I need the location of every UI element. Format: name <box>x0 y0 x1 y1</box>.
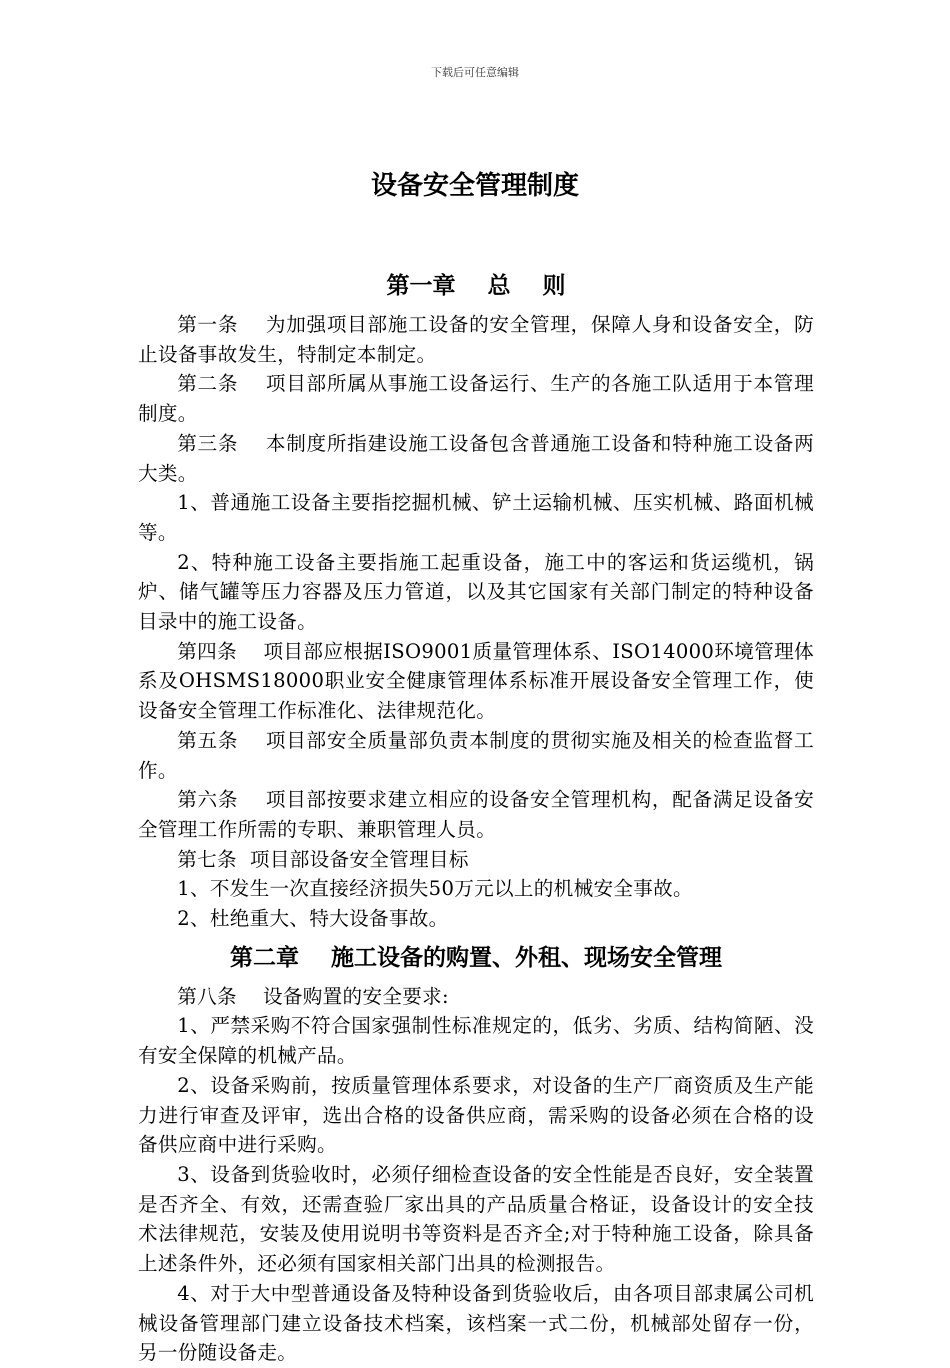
article-1: 第一条 为加强项目部施工设备的安全管理，保障人身和设备安全，防止设备事故发生，特制定本制定。 <box>138 313 814 366</box>
article-8-item-4: 4、对于大中型普通设备及特种设备到货验收后，由各项目部隶属公司机械设备管理部门建立设备技术档案，该档案一式二份，机械部处留存一份，另一份随设备走。 <box>138 1281 814 1365</box>
article-7-item-2: 2、杜绝重大、特大设备事故。 <box>177 907 449 931</box>
article-4: 第四条 项目部应根据ISO9001质量管理体系、ISO14000环境管理体系及OHSMS18000职业安全健康管理体系标准开展设备安全管理工作，使设备安全管理工作标准化、法律规范化。 <box>138 639 814 723</box>
article-8: 第八条 设备购置的安全要求: <box>177 984 449 1008</box>
article-3-item-1: 1、普通施工设备主要指挖掘机械、铲土运输机械、压实机械、路面机械等。 <box>138 491 814 544</box>
chapter-1-heading: 第一章 总 则 <box>386 272 566 299</box>
article-7-item-1: 1、不发生一次直接经济损失50万元以上的机械安全事故。 <box>177 877 693 901</box>
chapter-2-heading: 第二章 施工设备的购置、外租、现场安全管理 <box>229 943 723 971</box>
article-5: 第五条 项目部安全质量部负责本制度的贯彻实施及相关的检查监督工作。 <box>138 728 814 782</box>
article-6: 第六条 项目部按要求建立相应的设备安全管理机构，配备满足设备安全管理工作所需的专职、兼职管理人员。 <box>138 788 814 841</box>
article-3: 第三条 本制度所指建设施工设备包含普通施工设备和特种施工设备两大类。 <box>138 431 814 485</box>
document-title: 设备安全管理制度 <box>370 171 579 201</box>
article-2: 第二条 项目部所属从事施工设备运行、生产的各施工队适用于本管理制度。 <box>138 372 814 426</box>
article-3-item-2: 2、特种施工设备主要指施工起重设备，施工中的客运和货运缆机，锅炉、储气罐等压力容器及压力管道，以及其它国家有关部门制定的特种设备目录中的施工设备。 <box>138 550 814 634</box>
article-8-item-2: 2、设备采购前，按质量管理体系要求，对设备的生产厂商资质及生产能力进行审查及评审，选出合格的设备供应商，需采购的设备必须在合格的设备供应商中进行采购。 <box>138 1073 814 1157</box>
article-8-item-1: 1、严禁采购不符合国家强制性标准规定的，低劣、劣质、结构简陋、没有安全保障的机械产品。 <box>138 1014 814 1068</box>
article-8-item-3: 3、设备到货验收时，必须仔细检查设备的安全性能是否良好，安全装置是否齐全、有效，还需查验厂家出具的产品质量合格证，设备设计的安全技术法律规范，安装及使用说明书等资料是否齐全;对于特种施工设备，除具备上述条件外，还必须有国家相关部门出具的检测报告。 <box>138 1162 814 1276</box>
article-7: 第七条 项目部设备安全管理目标 <box>177 847 469 871</box>
header-note: 下载后可任意编辑 <box>431 66 519 79</box>
document-body <box>138 266 814 1368</box>
